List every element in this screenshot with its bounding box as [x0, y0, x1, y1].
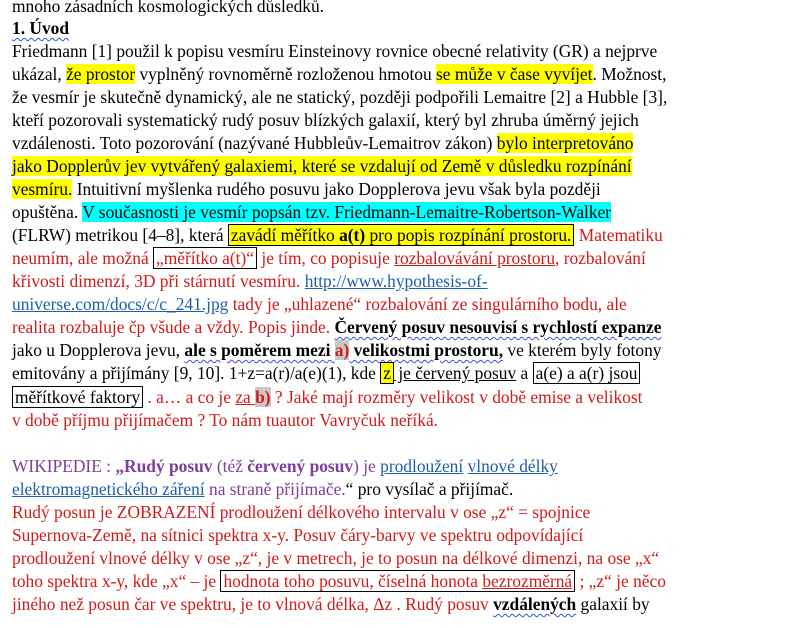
- text: zavádí měřítko: [230, 225, 340, 245]
- text: je tím, co popisuje: [257, 248, 395, 268]
- text: neumím, ale možná: [12, 248, 154, 268]
- text-line: [12, 247, 646, 269]
- text-line: [12, 593, 650, 615]
- boxed-variable: z: [380, 362, 394, 384]
- text: a: [516, 363, 533, 383]
- text: kteří pozorovali systematický rudý posuv blízkých galaxií, který byl zhruba úměrný jejich: [12, 110, 639, 130]
- text-line: [12, 362, 640, 384]
- wiki-link[interactable]: prodloužení: [380, 456, 464, 476]
- text: pro popis rozpínání prostoru.: [365, 225, 572, 245]
- text-line: [12, 86, 667, 108]
- text: Supernova-Země, na sítnici spektra x-y. Posuv čáry-barvy ve spektru odpovídající: [12, 525, 584, 545]
- underlined-text: bezrozměrná: [482, 571, 573, 591]
- marker-b: b): [255, 387, 271, 407]
- bold-text: a(t): [339, 225, 366, 245]
- hyperlink[interactable]: http://www.hypothesis-of-: [304, 271, 488, 291]
- text-line: [12, 201, 611, 223]
- wiki-link[interactable]: vlnové délky: [467, 456, 558, 476]
- text: toho spektra x-y, kde „x“ – je: [12, 571, 221, 591]
- text: opuštěna.: [12, 202, 83, 222]
- wiki-label: WIKIPEDIE :: [12, 456, 116, 476]
- text-line: [12, 270, 488, 292]
- text: Intuitivní myšlenka rudého posuvu jako Dopplerova jevu však byla později: [72, 179, 601, 199]
- text-line: [12, 409, 438, 431]
- bold-text: Červený posuv nesouvisí s rychlostí expanze: [334, 317, 662, 337]
- text: že vesmír je skutečně dynamický, ale ne statický, později podpořili Lemaitre [2] a Hubble [3],: [12, 87, 668, 107]
- wiki-link[interactable]: elektromagnetického záření: [12, 479, 205, 499]
- text-line: [12, 547, 659, 569]
- text: v době příjmu přijímačem ? To nám tuautor Vavryčuk neříká.: [12, 410, 439, 430]
- red-annotation: ? Jaké mají rozměry velikost v době emise a velikost: [270, 387, 643, 407]
- boxed-text: a(e) a a(r) jsou: [533, 362, 641, 384]
- text-line: [12, 224, 663, 246]
- bold-text: velikostmi prostoru,: [349, 340, 504, 360]
- text: mnoho zásadních kosmologických důsledků.: [12, 0, 325, 16]
- bold-text: „Rudý posuv: [115, 456, 213, 476]
- text-line: [12, 570, 666, 592]
- text-line: [12, 386, 642, 408]
- bold-text: vzdálených: [493, 594, 577, 614]
- text: jako u Dopplerova jevu,: [12, 340, 185, 360]
- text: tady je „uhlazené“ rozbalování ze singulárního bodu, ale: [228, 294, 627, 314]
- text-line: [12, 178, 601, 200]
- text-line: [12, 155, 632, 177]
- text: ve kterém byly fotony: [503, 340, 662, 360]
- highlight-yellow: se může v čase vyvíjet: [436, 64, 593, 84]
- text-line: [12, 478, 513, 500]
- text-line: [12, 524, 583, 546]
- boxed-text: měřítkové faktory: [12, 386, 143, 408]
- text: vzdálenosti. Toto pozorování (nazývané Hubbleův-Lemaitrov zákon): [12, 133, 497, 153]
- text: Rudý posun je ZOBRAZENÍ prodloužení délkového intervalu v ose „z“ = spojnice: [12, 502, 591, 522]
- bold-text: ale s poměrem mezi: [184, 340, 335, 360]
- boxed-text: [220, 570, 575, 592]
- heading-text: 1. Úvod: [12, 18, 70, 38]
- text-line: [12, 316, 662, 338]
- underlined-text: je červený posuv: [394, 363, 517, 383]
- marker-a: a): [334, 340, 350, 360]
- text-line: [12, 40, 657, 62]
- text-line: [12, 501, 590, 523]
- section-heading: [12, 17, 69, 39]
- text: Friedmann [1] použil k popisu vesmíru Einsteinovy rovnice obecné relativity (GR) a nejprve: [12, 41, 658, 61]
- boxed-highlight: [228, 224, 575, 246]
- underlined-text: za: [235, 387, 256, 407]
- highlight-cyan: V současnosti je vesmír popsán tzv. Friedmann-Lemaitre-Robertson-Walker: [82, 202, 612, 222]
- text: emitovány a přijímány [9, 10]. 1+z=a(r)/a(e)(1), kde: [12, 363, 381, 383]
- text-line: [12, 109, 639, 131]
- text: ) je: [353, 456, 381, 476]
- text: (též: [212, 456, 248, 476]
- text: “ pro vysílač a přijímač.: [345, 479, 514, 499]
- red-annotation: realita rozbaluje čp všude a vždy. Popis jinde.: [12, 317, 335, 337]
- text: hodnota toho posuvu, číselná honota: [223, 571, 483, 591]
- text-line: [12, 455, 558, 477]
- text: ukázal,: [12, 64, 67, 84]
- text: křivosti dimenzí, 3D při stárnutí vesmíru.: [12, 271, 305, 291]
- text: vyplněný rovnoměrně rozloženou hmotou: [135, 64, 437, 84]
- text: ; „z“ je něco: [575, 571, 666, 591]
- hyperlink[interactable]: universe.com/docs/c/c_241.jpg: [12, 294, 229, 314]
- text: , rozbalování: [555, 248, 646, 268]
- text: na straně přijímače.: [204, 479, 346, 499]
- text: (FLRW) metrikou [4–8], která: [12, 225, 228, 245]
- text: jiného než posun čar ve spektru, je to vlnová délka, Δz . Rudý posuv: [12, 594, 494, 614]
- text-line: [12, 63, 666, 85]
- text: prodloužení vlnové délky v ose „z“, je v metrech, je to posun na délkové dimenzi, na ose „x“: [12, 548, 660, 568]
- text: galaxií by: [576, 594, 650, 614]
- text: . Možnost,: [592, 64, 667, 84]
- text-line: [12, 132, 633, 154]
- highlight-yellow: bylo interpretováno: [496, 133, 634, 153]
- highlight-yellow: že prostor: [66, 64, 136, 84]
- highlight-yellow: jako Dopplerův jev vytvářený galaxiemi, které se vzdalují od Země v důsledku rozpínání: [12, 156, 632, 176]
- underlined-text: rozbalovávání prostoru: [394, 248, 556, 268]
- highlight-yellow: vesmíru.: [12, 179, 73, 199]
- text-line: [12, 339, 661, 361]
- text-line: [12, 0, 324, 17]
- boxed-text: „měřítko a(t)“: [153, 247, 257, 269]
- text-line: [12, 293, 627, 315]
- red-annotation: . a… a co je: [143, 387, 236, 407]
- red-annotation: Matematiku: [574, 225, 663, 245]
- bold-text: červený posuv: [247, 456, 354, 476]
